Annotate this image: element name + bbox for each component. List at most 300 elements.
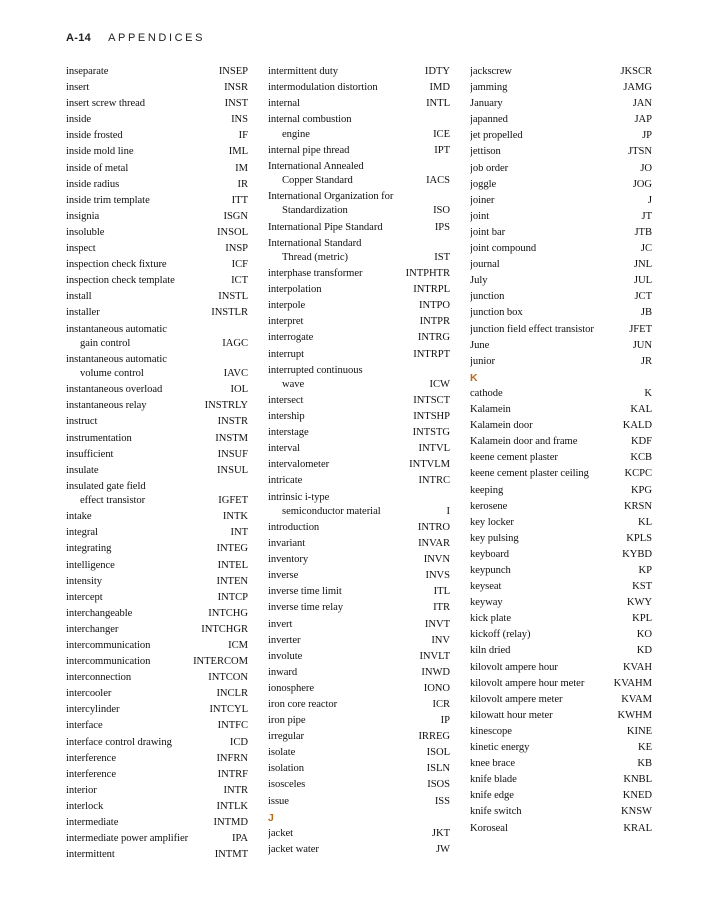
entry-term-text: isolate bbox=[268, 747, 296, 759]
entry-term-text: inspection check fixture bbox=[66, 259, 167, 271]
entry-term bbox=[268, 585, 434, 599]
glossary-entry bbox=[268, 569, 450, 583]
glossary-column-1 bbox=[66, 65, 248, 864]
entry-term-text: inspection check template bbox=[66, 275, 175, 287]
glossary-entry bbox=[66, 178, 248, 192]
entry-abbreviation: INTCON bbox=[208, 672, 248, 684]
entry-term-continuation: semiconductor material bbox=[282, 505, 381, 517]
glossary-entry bbox=[268, 426, 450, 440]
entry-abbreviation: INTRO bbox=[417, 521, 450, 533]
entry-term-text: intermediate bbox=[66, 817, 119, 829]
glossary-entry bbox=[470, 97, 652, 111]
glossary-entry bbox=[470, 435, 652, 449]
entry-term bbox=[470, 773, 623, 787]
glossary-entry bbox=[66, 736, 248, 750]
entry-abbreviation: KNED bbox=[622, 790, 652, 802]
entry-term-text: instantaneous automatic bbox=[66, 353, 167, 365]
letter-heading: J bbox=[268, 811, 274, 824]
entry-term bbox=[268, 442, 418, 456]
entry-term-text: interstage bbox=[268, 427, 309, 439]
entry-abbreviation: INVAR bbox=[418, 538, 450, 550]
entry-term bbox=[470, 822, 623, 836]
entry-abbreviation: INTK bbox=[222, 511, 248, 523]
glossary-entry bbox=[66, 526, 248, 540]
entry-term-text: keene cement plaster ceiling bbox=[470, 468, 589, 480]
entry-term bbox=[66, 607, 208, 621]
entry-abbreviation: JO bbox=[640, 162, 652, 174]
entry-term bbox=[66, 274, 231, 288]
glossary-entry bbox=[268, 601, 450, 615]
entry-term-text: jettison bbox=[470, 146, 501, 158]
entry-term bbox=[470, 580, 632, 594]
entry-abbreviation: IGFET bbox=[218, 495, 248, 507]
entry-term bbox=[470, 194, 648, 208]
entry-abbreviation: KB bbox=[637, 758, 652, 770]
glossary-entry bbox=[470, 81, 652, 95]
entry-term bbox=[470, 805, 621, 819]
glossary-entry bbox=[66, 559, 248, 573]
entry-abbreviation: INVT bbox=[424, 618, 450, 630]
entry-abbreviation: IR bbox=[237, 178, 248, 190]
glossary-column-2 bbox=[268, 65, 450, 859]
glossary-entry bbox=[66, 290, 248, 304]
entry-term-text: intelligence bbox=[66, 559, 115, 571]
entry-term bbox=[268, 331, 418, 345]
entry-term bbox=[66, 81, 224, 95]
glossary-entry bbox=[470, 178, 652, 192]
glossary-entry bbox=[66, 607, 248, 621]
entry-term-text: install bbox=[66, 291, 92, 303]
glossary-entry bbox=[66, 432, 248, 446]
entry-term-text: junction box bbox=[470, 307, 523, 319]
glossary-entry bbox=[268, 299, 450, 313]
entry-abbreviation: KDF bbox=[630, 436, 652, 448]
entry-abbreviation: KNBL bbox=[623, 774, 652, 786]
page-number: A-14 bbox=[66, 32, 92, 44]
entry-abbreviation: IAGC bbox=[222, 337, 248, 349]
entry-term-text: kickoff (relay) bbox=[470, 629, 531, 641]
entry-term bbox=[66, 526, 231, 540]
entry-term bbox=[66, 258, 232, 272]
glossary-entry bbox=[268, 394, 450, 408]
entry-term bbox=[66, 383, 231, 397]
entry-term-text: iron pipe bbox=[268, 715, 306, 727]
entry-abbreviation: INTR bbox=[223, 784, 248, 796]
entry-term-text: kilovolt ampere meter bbox=[470, 693, 563, 705]
entry-term bbox=[268, 160, 426, 189]
entry-term bbox=[470, 274, 634, 288]
entry-abbreviation: INTSTG bbox=[412, 427, 450, 439]
entry-abbreviation: ISO bbox=[433, 205, 450, 217]
entry-term bbox=[470, 725, 627, 739]
glossary-entry bbox=[470, 677, 652, 691]
glossary-entry bbox=[268, 474, 450, 488]
entry-term bbox=[268, 827, 432, 841]
entry-term bbox=[470, 628, 637, 642]
glossary-entry bbox=[470, 226, 652, 240]
entry-term-text: inventory bbox=[268, 554, 309, 566]
entry-abbreviation: INTCP bbox=[217, 591, 248, 603]
entry-term bbox=[268, 458, 409, 472]
entry-term-text: insufficient bbox=[66, 448, 114, 460]
glossary-entry bbox=[470, 773, 652, 787]
entry-abbreviation: INTRC bbox=[418, 475, 450, 487]
entry-abbreviation: KVAH bbox=[622, 661, 652, 673]
entry-term-text: intercommunication bbox=[66, 656, 151, 668]
entry-abbreviation: IF bbox=[238, 130, 248, 142]
glossary-entry bbox=[268, 634, 450, 648]
entry-abbreviation: KYBD bbox=[622, 548, 652, 560]
entry-abbreviation: KE bbox=[637, 742, 652, 754]
entry-abbreviation: K bbox=[644, 387, 652, 399]
glossary-entry bbox=[66, 399, 248, 413]
entry-term bbox=[470, 757, 637, 771]
entry-term-text: kilovolt ampere hour meter bbox=[470, 677, 585, 689]
entry-abbreviation: KP bbox=[638, 565, 652, 577]
entry-term bbox=[470, 210, 642, 224]
glossary-entry bbox=[66, 210, 248, 224]
entry-term bbox=[268, 843, 436, 857]
entry-abbreviation: JKSCR bbox=[620, 66, 652, 77]
glossary-entry bbox=[66, 97, 248, 111]
entry-abbreviation: INTLK bbox=[216, 800, 248, 812]
entry-term bbox=[470, 500, 624, 514]
entry-term bbox=[66, 65, 219, 79]
entry-term bbox=[66, 575, 216, 589]
entry-term-text: inverse bbox=[268, 570, 299, 582]
entry-term-text: intercept bbox=[66, 591, 103, 603]
entry-term-continuation: effect transistor bbox=[80, 495, 146, 507]
glossary-entry bbox=[268, 283, 450, 297]
entry-abbreviation: INS bbox=[231, 114, 248, 126]
entry-term bbox=[66, 736, 230, 750]
glossary-entry bbox=[66, 464, 248, 478]
entry-term bbox=[66, 242, 225, 256]
entry-term-text: issue bbox=[268, 795, 289, 807]
glossary-entry bbox=[66, 323, 248, 352]
entry-term bbox=[66, 290, 218, 304]
glossary-entry bbox=[470, 612, 652, 626]
entry-abbreviation: INTVLM bbox=[409, 459, 450, 471]
entry-term bbox=[66, 623, 201, 637]
entry-term-text: insulated gate field bbox=[66, 480, 146, 492]
entry-term-text: joint bar bbox=[470, 226, 506, 238]
entry-term-text: invariant bbox=[268, 538, 306, 550]
entry-term-text: kilovolt ampere hour bbox=[470, 661, 558, 673]
entry-term-text: interconnection bbox=[66, 672, 132, 684]
entry-abbreviation: INSTRLY bbox=[204, 400, 248, 412]
entry-abbreviation: INST bbox=[224, 98, 248, 110]
glossary-entry bbox=[268, 843, 450, 857]
entry-term bbox=[470, 451, 630, 465]
glossary-entry bbox=[66, 639, 248, 653]
entry-term-text: interpret bbox=[268, 316, 304, 328]
entry-term-text: joiner bbox=[470, 194, 495, 206]
entry-term bbox=[268, 299, 419, 313]
glossary-entry bbox=[66, 113, 248, 127]
glossary-entry bbox=[470, 419, 652, 433]
entry-abbreviation: INT bbox=[230, 527, 248, 539]
glossary-entry bbox=[66, 687, 248, 701]
entry-abbreviation: INTCHGR bbox=[201, 623, 248, 635]
entry-term-text: insulate bbox=[66, 464, 99, 476]
glossary-entry bbox=[66, 655, 248, 669]
entry-term-text: key pulsing bbox=[470, 532, 519, 544]
entry-term bbox=[268, 144, 434, 158]
glossary-entry bbox=[268, 267, 450, 281]
glossary-entry bbox=[66, 623, 248, 637]
entry-term bbox=[66, 784, 223, 798]
glossary-entry bbox=[470, 451, 652, 465]
entry-term bbox=[66, 210, 223, 224]
glossary-entry bbox=[66, 415, 248, 429]
entry-term bbox=[268, 778, 427, 792]
entry-term-text: knee brace bbox=[470, 758, 516, 770]
entry-term-text: invert bbox=[268, 618, 293, 630]
entry-term bbox=[66, 178, 238, 192]
entry-abbreviation: I bbox=[446, 505, 450, 517]
glossary-entry bbox=[268, 491, 450, 520]
entry-term bbox=[66, 671, 208, 685]
entry-term-text: jamming bbox=[470, 82, 508, 94]
entry-abbreviation: JP bbox=[642, 130, 652, 142]
entry-abbreviation: IPT bbox=[434, 144, 450, 156]
entry-term-text: integrating bbox=[66, 543, 112, 555]
entry-term-text: cathode bbox=[470, 387, 503, 399]
entry-term bbox=[470, 661, 623, 675]
entry-abbreviation: KVAM bbox=[621, 693, 652, 705]
entry-term bbox=[268, 315, 420, 329]
entry-term-text: Kalamein bbox=[470, 404, 511, 416]
glossary-entry bbox=[268, 521, 450, 535]
entry-abbreviation: IM bbox=[235, 162, 248, 174]
entry-abbreviation: INTSHP bbox=[413, 411, 450, 423]
entry-term-text: inside trim template bbox=[66, 194, 150, 206]
entry-term bbox=[470, 596, 627, 610]
entry-abbreviation: INWD bbox=[421, 666, 450, 678]
glossary-entry bbox=[470, 548, 652, 562]
entry-abbreviation: JAP bbox=[634, 114, 652, 126]
entry-term bbox=[470, 789, 623, 803]
entry-term-text: keene cement plaster bbox=[470, 452, 558, 464]
entry-term bbox=[268, 426, 413, 440]
entry-term bbox=[268, 650, 419, 664]
entry-term-text: interchanger bbox=[66, 623, 119, 635]
glossary-entry bbox=[470, 516, 652, 530]
entry-term bbox=[66, 687, 216, 701]
entry-term bbox=[470, 323, 629, 337]
entry-term-text: kinescope bbox=[470, 725, 512, 737]
entry-abbreviation: INCLR bbox=[216, 688, 248, 700]
glossary-entry bbox=[268, 315, 450, 329]
entry-term-text: interface control drawing bbox=[66, 736, 172, 748]
entry-abbreviation: INSTL bbox=[218, 291, 248, 303]
entry-term-text: junior bbox=[470, 355, 496, 367]
entry-abbreviation: INTCYL bbox=[209, 704, 248, 716]
entry-term bbox=[66, 703, 209, 717]
entry-term-text: inseparate bbox=[66, 66, 109, 77]
entry-term-text: internal combustion bbox=[268, 114, 352, 126]
entry-abbreviation: JOG bbox=[632, 178, 652, 190]
entry-term bbox=[268, 553, 424, 567]
entry-term-text: International Annealed bbox=[268, 160, 364, 172]
glossary-entry bbox=[268, 65, 450, 79]
entry-abbreviation: JAMG bbox=[623, 82, 652, 94]
entry-term-text: interchangeable bbox=[66, 607, 133, 619]
entry-abbreviation: KVAHM bbox=[613, 677, 652, 689]
entry-term-text: jacket bbox=[268, 827, 293, 839]
glossary-entry bbox=[470, 403, 652, 417]
entry-term-text: intermittent duty bbox=[268, 66, 339, 77]
glossary-entry bbox=[66, 510, 248, 524]
entry-term-text: inward bbox=[268, 666, 298, 678]
glossary-entry bbox=[66, 848, 248, 862]
entry-term bbox=[470, 145, 628, 159]
entry-term-text: interrogate bbox=[268, 332, 314, 344]
entry-term bbox=[66, 306, 211, 320]
entry-term-text: instantaneous overload bbox=[66, 384, 163, 396]
glossary-entry bbox=[66, 383, 248, 397]
glossary-entry bbox=[66, 784, 248, 798]
glossary-entry bbox=[470, 709, 652, 723]
glossary-entry bbox=[470, 339, 652, 353]
entry-term bbox=[470, 81, 623, 95]
entry-abbreviation: KALD bbox=[622, 420, 652, 432]
entry-term-text: irregular bbox=[268, 731, 305, 743]
entry-abbreviation: INSTR bbox=[217, 416, 248, 428]
entry-term-text: intensity bbox=[66, 575, 103, 587]
entry-term bbox=[268, 698, 432, 712]
entry-term bbox=[470, 129, 642, 143]
entry-term bbox=[268, 474, 418, 488]
glossary-entry bbox=[268, 585, 450, 599]
entry-term-text: intersect bbox=[268, 394, 304, 406]
entry-term bbox=[66, 226, 217, 240]
entry-abbreviation: IRREG bbox=[418, 731, 450, 743]
entry-abbreviation: KL bbox=[637, 516, 652, 528]
entry-abbreviation: IML bbox=[228, 146, 248, 158]
entry-term bbox=[470, 403, 630, 417]
glossary-entry bbox=[66, 242, 248, 256]
entry-term bbox=[66, 448, 218, 462]
entry-term bbox=[470, 178, 633, 192]
entry-term-continuation: wave bbox=[282, 378, 305, 390]
entry-term bbox=[470, 387, 644, 401]
entry-term bbox=[470, 564, 639, 578]
entry-term-text: intermittent bbox=[66, 849, 115, 861]
glossary-entry bbox=[66, 145, 248, 159]
entry-term-text: isolation bbox=[268, 763, 305, 775]
entry-term bbox=[66, 432, 215, 446]
entry-term bbox=[66, 510, 223, 524]
entry-abbreviation: KAL bbox=[630, 404, 652, 416]
entry-term bbox=[268, 97, 426, 111]
glossary-entry bbox=[66, 480, 248, 509]
glossary-entry bbox=[268, 666, 450, 680]
entry-term bbox=[470, 258, 634, 272]
entry-term bbox=[66, 816, 214, 830]
glossary-entry bbox=[470, 387, 652, 401]
entry-abbreviation: INTPO bbox=[419, 300, 450, 312]
entry-term bbox=[268, 113, 433, 142]
entry-abbreviation: KNSW bbox=[621, 806, 652, 818]
entry-abbreviation: JTSN bbox=[628, 146, 652, 158]
entry-term-text: knife switch bbox=[470, 806, 522, 818]
entry-term bbox=[268, 762, 427, 776]
entry-term bbox=[470, 355, 641, 369]
glossary-entry bbox=[66, 194, 248, 208]
glossary-entry bbox=[268, 81, 450, 95]
entry-abbreviation: KRAL bbox=[623, 822, 652, 834]
entry-term bbox=[470, 644, 637, 658]
entry-term bbox=[268, 65, 425, 79]
glossary-entry bbox=[268, 410, 450, 424]
entry-abbreviation: JR bbox=[640, 355, 652, 367]
entry-term-text: intercooler bbox=[66, 688, 112, 700]
entry-term-text: jackscrew bbox=[470, 66, 512, 77]
entry-term bbox=[66, 162, 235, 176]
glossary-entry bbox=[470, 274, 652, 288]
entry-abbreviation: KPG bbox=[630, 484, 652, 496]
glossary-entry bbox=[268, 795, 450, 809]
glossary-entry bbox=[66, 65, 248, 79]
entry-term bbox=[268, 634, 431, 648]
entry-term-text: joint bbox=[470, 210, 490, 222]
entry-abbreviation: INVLT bbox=[419, 650, 450, 662]
glossary-entry bbox=[470, 789, 652, 803]
entry-term bbox=[66, 639, 228, 653]
entry-term bbox=[66, 129, 239, 143]
entry-abbreviation: INSOL bbox=[217, 226, 248, 238]
entry-term bbox=[268, 537, 418, 551]
glossary-entry bbox=[470, 805, 652, 819]
entry-abbreviation: JFET bbox=[629, 323, 652, 335]
entry-term bbox=[268, 714, 441, 728]
entry-term bbox=[268, 394, 413, 408]
glossary-entry bbox=[66, 353, 248, 382]
entry-abbreviation: JTB bbox=[634, 226, 652, 238]
entry-abbreviation: KRSN bbox=[623, 500, 652, 512]
entry-abbreviation: INVN bbox=[423, 554, 450, 566]
entry-abbreviation: JUN bbox=[632, 339, 652, 351]
entry-abbreviation: ISGN bbox=[223, 210, 248, 222]
entry-abbreviation: ISS bbox=[434, 795, 450, 807]
entry-term bbox=[470, 532, 626, 546]
entry-term bbox=[268, 569, 425, 583]
entry-abbreviation: INTCHG bbox=[208, 607, 248, 619]
entry-term-text: inspect bbox=[66, 243, 96, 255]
glossary-entry bbox=[268, 144, 450, 158]
glossary-entry bbox=[66, 703, 248, 717]
entry-abbreviation: JNL bbox=[633, 259, 652, 271]
entry-abbreviation: IOL bbox=[230, 384, 248, 396]
entry-term-text: instruct bbox=[66, 416, 98, 428]
glossary-entry bbox=[66, 752, 248, 766]
glossary-entry bbox=[66, 162, 248, 176]
entry-abbreviation: KD bbox=[636, 645, 652, 657]
entry-term-text: kick plate bbox=[470, 613, 511, 625]
entry-term-text: International Organization for bbox=[268, 191, 394, 203]
entry-term bbox=[268, 682, 424, 696]
glossary-entry bbox=[268, 762, 450, 776]
entry-abbreviation: KST bbox=[632, 581, 652, 593]
entry-term bbox=[268, 221, 435, 235]
entry-term-text: interference bbox=[66, 768, 116, 780]
entry-term bbox=[66, 719, 218, 733]
entry-term-text: keeping bbox=[470, 484, 504, 496]
entry-term bbox=[470, 612, 632, 626]
entry-abbreviation: IDTY bbox=[424, 66, 450, 77]
